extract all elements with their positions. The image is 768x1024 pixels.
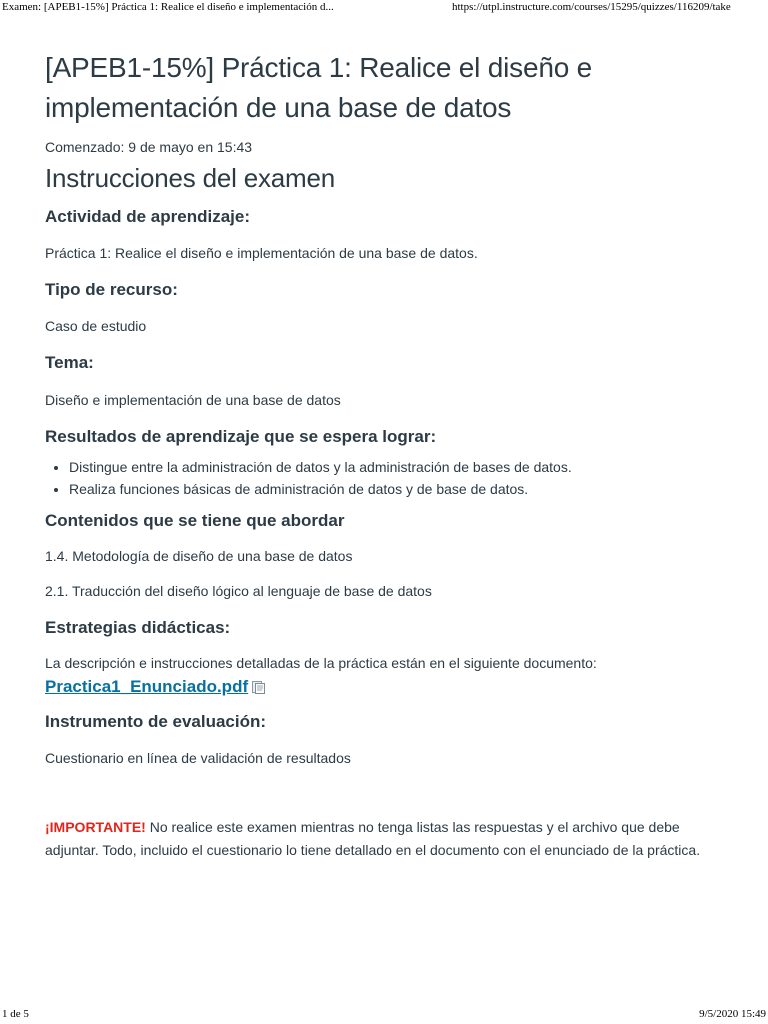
page-title: [APEB1-15%] Práctica 1: Realice el diseño e implementación de una base de datos — [45, 52, 593, 123]
print-header-title: Examen: [APEB1-15%] Práctica 1: Realice el diseño e implementación d... — [2, 1, 334, 13]
started-timestamp: Comenzado: 9 de mayo en 15:43 — [45, 139, 253, 155]
evaluation-heading: Instrumento de evaluación: — [45, 712, 267, 731]
topic-text: Diseño e implementación de una base de datos — [45, 392, 341, 408]
print-header-url: https://utpl.instructure.com/courses/15295/quizzes/116209/take — [452, 1, 731, 13]
topic-heading: Tema: — [45, 353, 94, 372]
contents-item: 2.1. Traducción del diseño lógico al lenguaje de base de datos — [45, 583, 432, 599]
print-footer — [0, 1004, 768, 1024]
strategies-heading: Estrategias didácticas: — [45, 618, 231, 637]
contents-item: 1.4. Metodología de diseño de una base de datos — [45, 548, 353, 564]
print-timestamp: 9/5/2020 15:49 — [699, 1008, 766, 1020]
evaluation-text: Cuestionario en línea de validación de resultados — [45, 750, 351, 766]
page-counter: 1 de 5 — [2, 1008, 29, 1020]
important-notice — [45, 816, 725, 862]
instructions-title: Instrucciones del examen — [45, 163, 336, 193]
strategies-text: La descripción e instrucciones detalladas de la práctica están en el siguiente documento: — [45, 655, 597, 671]
outcomes-heading: Resultados de aprendizaje que se espera lograr: — [45, 427, 437, 446]
print-header — [0, 0, 768, 18]
document-link[interactable]: Practica1_Enunciado.pdf — [45, 677, 249, 696]
document-preview-icon[interactable] — [252, 681, 265, 694]
activity-heading: Actividad de aprendizaje: — [45, 207, 250, 226]
resource-text: Caso de estudio — [45, 318, 147, 334]
list-item: • Distingue entre la administración de datos y la administración de bases de datos. — [69, 456, 735, 478]
activity-text: Práctica 1: Realice el diseño e implementación de una base de datos. — [45, 245, 478, 261]
document-link-row — [45, 677, 735, 697]
quiz-content — [45, 48, 735, 862]
important-text: No realice este examen mientras no tenga listas las respuestas y el archivo que debe adjuntar. Todo, incluido el cuestionario lo tiene detallado en el documento con el enunciado de la práctica. — [45, 819, 701, 858]
contents-heading: Contenidos que se tiene que abordar — [45, 511, 345, 530]
list-item: • Realiza funciones básicas de administración de datos y de base de datos. — [69, 478, 735, 500]
outcomes-list — [45, 456, 735, 500]
resource-heading: Tipo de recurso: — [45, 280, 178, 299]
important-label: ¡IMPORTANTE! — [45, 819, 146, 835]
